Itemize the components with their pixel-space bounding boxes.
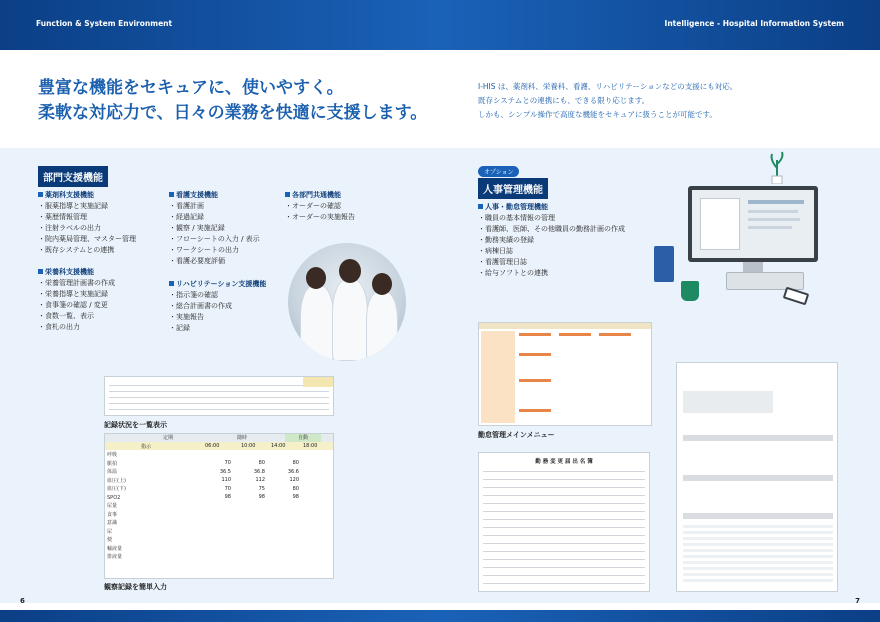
row-label: 意識 <box>107 520 118 526</box>
plant-illustration <box>768 150 786 184</box>
feature-item: ・栄養管理計画書の作成 <box>38 279 115 287</box>
feature-item: ・看護必要度評価 <box>169 257 225 265</box>
tab-zuiji[interactable]: 随時 <box>237 435 248 441</box>
obs-row-labels <box>107 451 126 562</box>
hr-section-title: 人事管理機能 <box>478 178 548 199</box>
obs-value[interactable]: 80 <box>292 485 299 492</box>
common-group-title: 各部門共通機能 <box>285 190 355 201</box>
feature-item: ・栄養指導と実施記録 <box>38 290 108 298</box>
header-left-title: Function & System Environment <box>36 19 173 28</box>
obs-value[interactable]: 98 <box>258 494 265 500</box>
pharmacy-group-title: 薬剤科支援機能 <box>38 190 136 201</box>
attendance-menu-screenshot <box>478 322 652 426</box>
staff-head <box>372 273 392 295</box>
medical-staff-photo <box>288 243 406 361</box>
staff-figure <box>300 285 334 361</box>
feature-item: ・経過記録 <box>169 213 204 221</box>
obs-col-3 <box>269 459 299 502</box>
feature-item: ・看護管理日誌 <box>478 258 527 266</box>
tab-jido[interactable]: 自動 <box>285 434 321 442</box>
obs-value[interactable]: 112 <box>255 477 265 483</box>
observation-caption: 観察記録を簡単入力 <box>104 583 167 591</box>
feature-item: ・服薬指導と実施記録 <box>38 202 108 210</box>
feature-item: ・看護計画 <box>169 202 204 210</box>
feature-item: ・食札の出力 <box>38 323 80 331</box>
feature-item: ・注射ラベルの出力 <box>38 224 101 232</box>
obs-col-2 <box>235 459 265 502</box>
record-list-screenshot <box>104 376 334 416</box>
staff-head <box>339 259 361 283</box>
shift-change-document <box>478 452 650 592</box>
obs-value[interactable]: 36.5 <box>219 468 231 475</box>
time-col: 18:00 <box>303 443 318 449</box>
feature-item: ・総合計画書の作成 <box>169 302 232 310</box>
obs-value[interactable]: 98 <box>224 494 231 500</box>
attendance-menu-caption: 勤怠管理メインメニュー <box>478 431 555 439</box>
feature-item: ・院内薬局管理、マスター管理 <box>38 235 136 243</box>
row-label: 体温 <box>107 469 118 475</box>
record-list-caption: 記録状況を一覧表示 <box>104 421 167 429</box>
staff-figure <box>332 279 368 361</box>
rehab-group <box>169 279 266 334</box>
feature-item: ・食数一覧、表示 <box>38 312 94 320</box>
dept-section-title: 部門支援機能 <box>38 166 108 187</box>
obs-value[interactable]: 120 <box>289 477 299 483</box>
monitor-illustration <box>688 186 818 262</box>
row-label: 尿 <box>107 528 113 535</box>
row-label: SPO2 <box>107 494 121 501</box>
feature-item: ・給与ソフトとの連携 <box>478 269 548 277</box>
pen-cup-illustration <box>654 246 674 282</box>
staff-head <box>306 267 326 289</box>
feature-item: ・観察 / 実施記録 <box>169 224 225 232</box>
hr-group-title: 人事・勤怠管理機能 <box>478 202 625 213</box>
feature-item: ・ワークシートの出力 <box>169 246 239 254</box>
common-group <box>285 190 355 223</box>
time-col: 10:00 <box>241 443 256 449</box>
nutrition-group-title: 栄養科支援機能 <box>38 267 115 278</box>
feature-item: ・病棟日誌 <box>478 247 513 255</box>
row-label: 排液量 <box>107 554 123 560</box>
feature-item: ・食事箋の確認 / 変更 <box>38 301 108 309</box>
page-header-bar <box>0 0 880 50</box>
feature-item: ・薬歴情報管理 <box>38 213 87 221</box>
obs-value[interactable]: 98 <box>292 494 299 500</box>
obs-col-1 <box>201 459 231 502</box>
nursing-group <box>169 190 260 267</box>
time-col: 06:00 <box>205 443 220 449</box>
main-headline: 豊富な機能をセキュアに、使いやすく。 柔軟な対応力で、日々の業務を快適に支援します。 <box>38 78 428 123</box>
page-number-right: 7 <box>855 597 860 605</box>
rehab-group-title: リハビリテーション支援機能 <box>169 279 266 290</box>
feature-item: ・指示箋の確認 <box>169 291 218 299</box>
observation-table <box>104 433 334 579</box>
row-label: 呼吸 <box>107 452 118 458</box>
obs-value[interactable]: 110 <box>221 477 231 483</box>
obs-value[interactable]: 36.6 <box>287 468 299 475</box>
feature-item: ・オーダーの実施報告 <box>285 213 355 221</box>
pharmacy-group <box>38 190 136 256</box>
feature-item: ・記録 <box>169 324 190 332</box>
keyboard-illustration <box>726 272 804 290</box>
obs-value[interactable]: 70 <box>224 485 231 492</box>
obs-value[interactable]: 70 <box>224 460 231 466</box>
row-label: 食事 <box>107 511 118 518</box>
feature-item: ・オーダーの確認 <box>285 202 341 210</box>
obs-value[interactable]: 36.8 <box>253 468 265 475</box>
option-badge: オプション <box>478 166 519 177</box>
mug-illustration <box>681 281 699 301</box>
obs-value[interactable]: 75 <box>258 485 265 492</box>
instruction-marker: 指示 <box>141 444 152 450</box>
feature-item: ・職員の基本情報の管理 <box>478 214 555 222</box>
page-footer-bar <box>0 610 880 622</box>
row-label: 尿量 <box>107 503 118 509</box>
row-label: 輸液量 <box>107 545 123 552</box>
intro-text: I-HIS は、薬剤科、栄養科、看護、リハビリテーションなどの支援にも対応。 既存システムとの連携にも、できる限り応じます。 しかも、シンプル操作で高度な機能をセキュアに扱うことが可能です。 <box>478 82 738 119</box>
obs-value[interactable]: 80 <box>292 460 299 466</box>
row-label: 便 <box>107 537 113 543</box>
row-label: 血圧(上) <box>107 477 126 484</box>
tab-teiki[interactable]: 定期 <box>163 435 174 441</box>
row-label: 血圧(下) <box>107 486 126 492</box>
nursing-group-title: 看護支援機能 <box>169 190 260 201</box>
feature-item: ・フローシートの入力 / 表示 <box>169 235 260 243</box>
obs-value[interactable]: 80 <box>258 460 265 466</box>
row-label: 脈拍 <box>107 460 118 467</box>
time-col: 14:00 <box>271 443 286 449</box>
page-number-left: 6 <box>20 597 25 605</box>
header-right-title: Intelligence - Hospital Information System <box>664 19 844 28</box>
feature-item: ・看護師、医師、その他職員の勤務計画の作成 <box>478 225 625 233</box>
nutrition-group <box>38 267 115 333</box>
hr-group <box>478 202 625 279</box>
ward-diary-screenshot <box>676 362 838 592</box>
feature-item: ・実施報告 <box>169 313 204 321</box>
feature-item: ・既存システムとの連携 <box>38 246 115 254</box>
feature-item: ・勤務実績の登録 <box>478 236 534 244</box>
doc-title: 勤 務 変 更 届 出 名 簿 <box>535 459 593 465</box>
staff-figure <box>366 291 398 361</box>
